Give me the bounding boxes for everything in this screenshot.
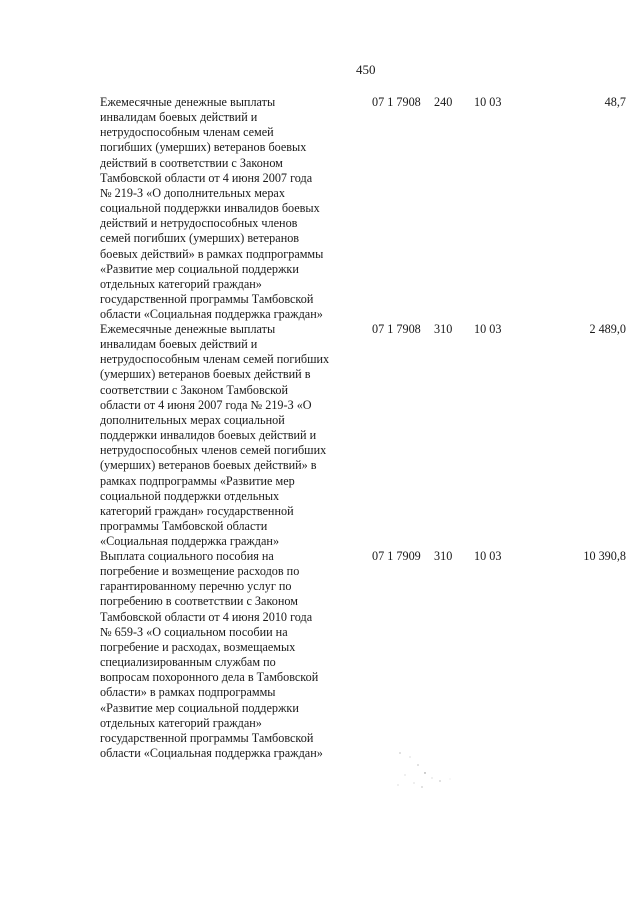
amount-cell: 10 390,8 [583,549,626,563]
amount-cell: 2 489,0 [589,322,626,336]
target-code-cell: 07 1 7909 [372,549,421,563]
row-description: Выплата социального пособия на погребение и возмещение расходов по гарантированному перечню услуг по погребению в соответствии с Законом Тамбовской области от 4 июня 2010 года № 659-З «О социальном пособии на погребение и расходах, возмещаемых специализированным службам по вопросам похоронного дела в Тамбовской области» в рамках подпрограммы «Развитие мер социальной поддержки отдельных категорий граждан» государственной программы Тамбовской области «Социальная поддержка граждан» [100,549,323,761]
target-code-cell: 07 1 7908 [372,322,421,336]
expense-type-cell: 310 [434,549,453,563]
page-number: 450 [356,62,376,77]
section-cell: 10 03 [474,95,502,109]
row-description: Ежемесячные денежные выплаты инвалидам боевых действий и нетрудоспособным членам семей погибших (умерших) ветеранов боевых действий в соответствии с Законом Тамбовской области от 4 июня 2007 года № 219-З «О дополнительных мерах социальной поддержки инвалидов боевых действий и нетрудоспособных членов семей погибших (умерших) ветеранов боевых действий» в рамках подпрограммы «Развитие мер социальной поддержки отдельных категорий граждан» государственной программы Тамбовской области «Социальная поддержка граждан» [100,95,324,322]
section-cell: 10 03 [474,549,502,563]
expense-type-cell: 310 [434,322,453,336]
expense-type-cell: 240 [434,95,453,109]
target-code-cell: 07 1 7908 [372,95,421,109]
section-cell: 10 03 [474,322,502,336]
row-description: Ежемесячные денежные выплаты инвалидам боевых действий и нетрудоспособным членам семей погибших (умерших) ветеранов боевых действий в соответствии с Законом Тамбовской области от 4 июня 2007 года № 219-З «О дополнительных мерах социальной поддержки инвалидов боевых действий и нетрудоспособных членов семей погибших (умерших) ветеранов боевых действий» в рамках подпрограммы «Развитие мер социальной поддержки отдельных категорий граждан» государственной программы Тамбовской области «Социальная поддержка граждан» [100,322,330,549]
scan-specks [390,745,470,795]
amount-cell: 48,7 [604,95,626,109]
